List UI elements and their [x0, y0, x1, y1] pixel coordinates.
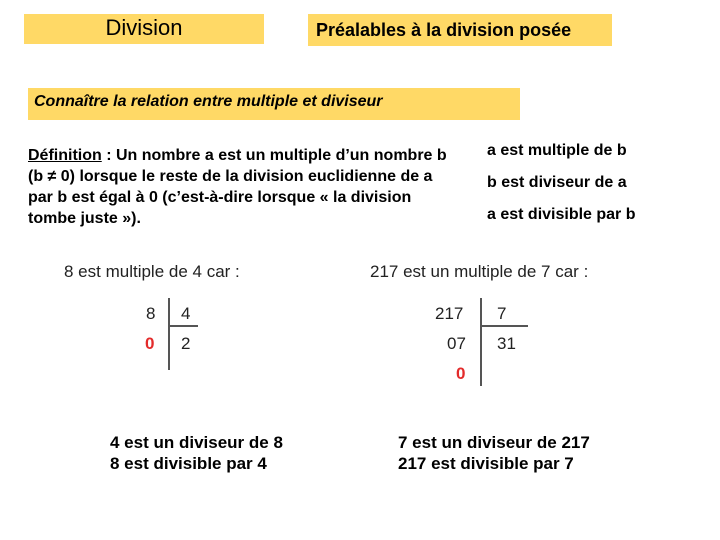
example-1-quotient: 2 — [181, 334, 191, 353]
example-2-vertical-bar — [480, 298, 482, 386]
definition-label: Définition — [28, 147, 102, 164]
example-1-divisor: 4 — [181, 304, 191, 323]
section-title: Connaître la relation entre multiple et diviseur — [34, 93, 383, 110]
relation-diviseur: b est diviseur de a — [487, 174, 627, 191]
definition-paragraph — [28, 145, 448, 229]
page-subtitle: Préalables à la division posée — [316, 20, 572, 40]
relation-divisible: a est divisible par b — [487, 206, 636, 223]
example-2-conclusion-divisible: 217 est divisible par 7 — [398, 454, 574, 473]
example-2-quotient: 31 — [497, 334, 516, 353]
example-1-remainder: 0 — [145, 334, 155, 353]
example-1-conclusion-divisible: 8 est divisible par 4 — [110, 454, 267, 473]
example-2-heading: 217 est un multiple de 7 car : — [370, 262, 589, 281]
example-2-divisor: 7 — [497, 304, 507, 323]
example-2-conclusion-diviseur: 7 est un diviseur de 217 — [398, 433, 590, 452]
example-2-remainder: 0 — [456, 364, 466, 383]
example-2-horizontal-bar — [480, 325, 528, 327]
definition-text: : Un nombre a est un multiple d’un nombre b (b ≠ 0) lorsque le reste de la division euclidienne de a par b est égal à 0 (c’est-à-dire lorsque « la division tombe juste »). — [28, 147, 447, 227]
example-1-heading: 8 est multiple de 4 car : — [64, 262, 240, 281]
example-1-vertical-bar — [168, 298, 170, 370]
example-2-partial-remainder: 07 — [447, 334, 466, 353]
relation-multiple: a est multiple de b — [487, 142, 627, 159]
example-1-horizontal-bar — [168, 325, 198, 327]
example-1-conclusion-diviseur: 4 est un diviseur de 8 — [110, 433, 283, 452]
example-1-dividend: 8 — [146, 304, 156, 323]
page-title: Division — [105, 15, 183, 40]
example-2-dividend: 217 — [435, 304, 464, 323]
